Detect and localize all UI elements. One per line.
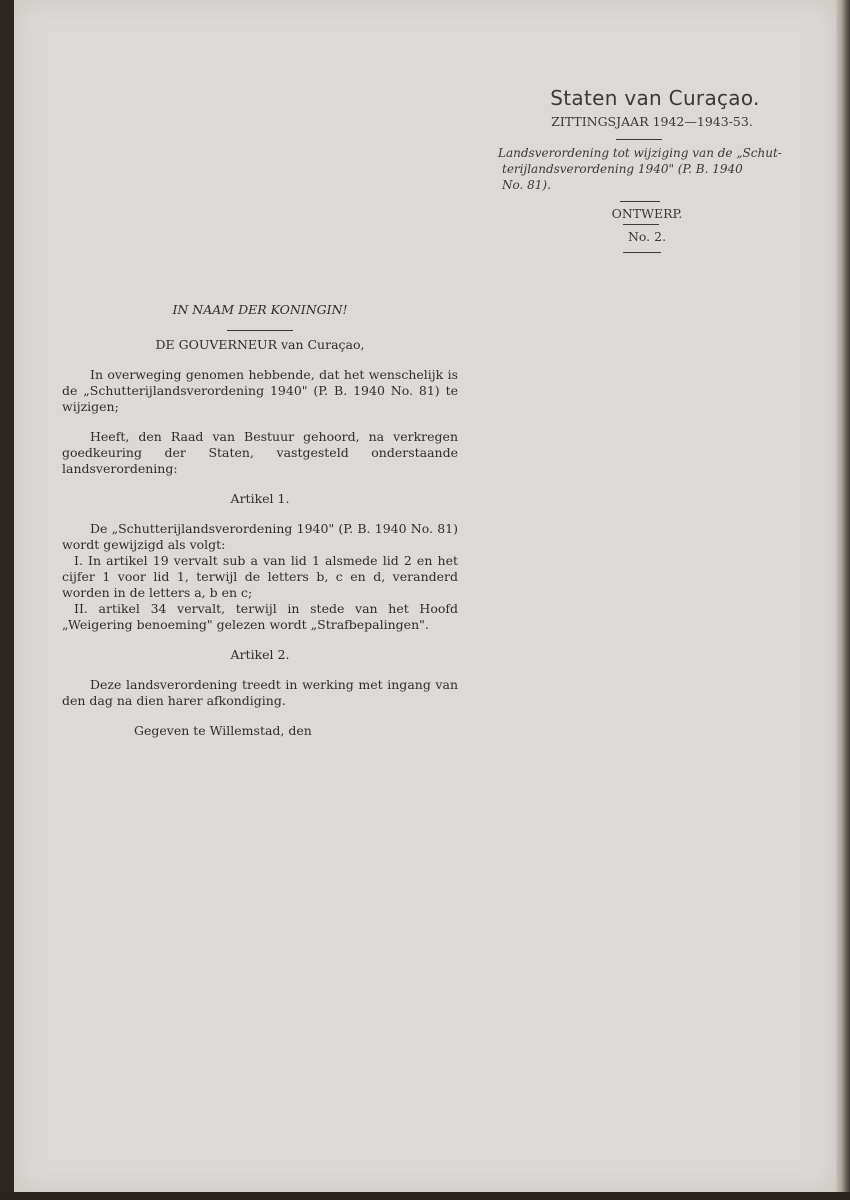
- subject-line: Landsverordening tot wijziging van de „Schut-: [498, 146, 782, 160]
- header-divider: [623, 252, 661, 253]
- motto-divider: [227, 330, 293, 331]
- amendment-item-1: I. In artikel 19 vervalt sub a van lid 1 alsmede lid 2 en het cijfer 1 voor lid 1, terwijl de letters b, c en d, veranderd worden in de letters a, b en c;: [62, 553, 458, 600]
- header-divider: [620, 201, 660, 202]
- header-divider: [616, 139, 662, 140]
- document-header: [480, 86, 800, 253]
- ordinance-body: [62, 302, 458, 739]
- document-number: No. 2.: [627, 229, 667, 244]
- session-year: ZITTINGSJAAR 1942—1943-53.: [551, 114, 753, 129]
- given-at-line: Gegeven te Willemstad, den: [134, 723, 312, 738]
- header-divider: [623, 224, 659, 225]
- article-2-heading: Artikel 2.: [230, 647, 290, 662]
- governor-heading: DE GOUVERNEUR van Curaçao,: [155, 337, 365, 352]
- article-1-intro: De „Schutterijlandsverordening 1940" (P. B. 1940 No. 81) wordt gewijzigd als volgt:: [62, 521, 458, 552]
- header-title: Staten van Curaçao.: [550, 86, 760, 110]
- page-edge-right: [836, 0, 850, 1200]
- ordinance-subject: [498, 145, 788, 193]
- subject-line: No. 81).: [502, 178, 551, 192]
- article-2-text: Deze landsverordening treedt in werking met ingang van den dag na dien harer afkondiging.: [62, 677, 458, 708]
- enactment-paragraph: Heeft, den Raad van Bestuur gehoord, na verkregen goedkeuring der Staten, vastgesteld onderstaande landsverordening:: [62, 429, 458, 476]
- article-1-heading: Artikel 1.: [230, 491, 290, 506]
- draft-label: ONTWERP.: [611, 206, 683, 221]
- page-edge-bottom: [0, 1192, 850, 1200]
- preamble-paragraph: In overweging genomen hebbende, dat het wenschelijk is de „Schutterijlandsverordening 1940" (P. B. 1940 No. 81) te wijzigen;: [62, 367, 458, 414]
- subject-line: terijlandsverordening 1940" (P. B. 1940: [502, 162, 743, 176]
- royal-motto: IN NAAM DER KONINGIN!: [172, 302, 348, 317]
- amendment-item-2: II. artikel 34 vervalt, terwijl in stede van het Hoofd „Weigering benoeming" gelezen wordt „Strafbepalingen".: [62, 601, 458, 632]
